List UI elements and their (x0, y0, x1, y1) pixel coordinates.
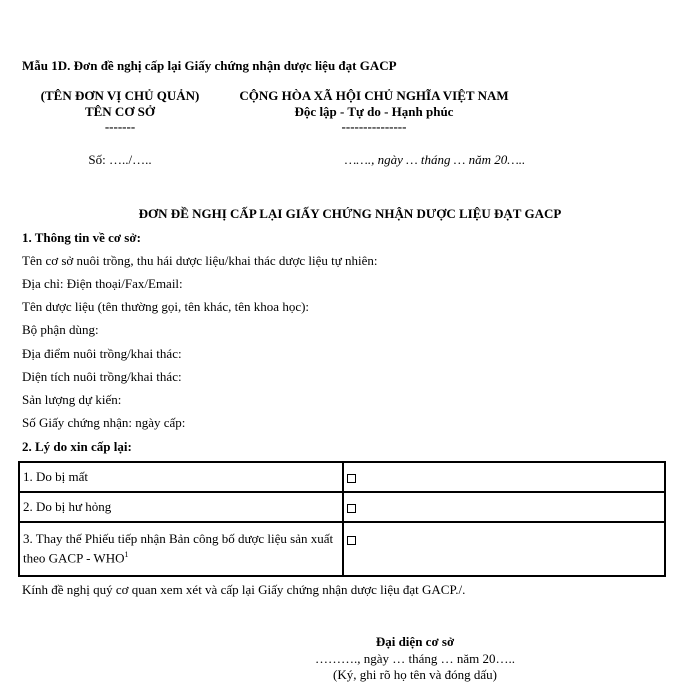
table-row (19, 492, 665, 522)
section1-heading: 1. Thông tin về cơ sở: (22, 230, 141, 245)
reason-replace-checkbox[interactable] (347, 536, 356, 545)
section2-heading: 2. Lý do xin cấp lại: (22, 439, 132, 454)
national-motto: Độc lập - Tự do - Hạnh phúc (294, 104, 454, 119)
reason-damaged-checkbox[interactable] (347, 504, 356, 513)
field-facility-name: Tên cơ sở nuôi trồng, thu hái dược liệu/khai thác dược liệu tự nhiên: (22, 253, 378, 268)
signature-title: Đại diện cơ sở (375, 634, 455, 649)
right-header-divider: --------------- (341, 119, 407, 134)
signature-note: (Ký, ghi rõ họ tên và đóng dấu) (333, 667, 497, 682)
facility-name: TÊN CƠ SỞ (84, 104, 156, 119)
reasons-table (18, 461, 666, 577)
field-certificate-number: Số Giấy chứng nhận: ngày cấp: (22, 415, 186, 430)
field-herb-name: Tên dược liệu (tên thường gọi, tên khác, tên khoa học): (22, 299, 310, 314)
signature-date: ………., ngày … tháng … năm 20….. (314, 651, 516, 666)
document-date: ……., ngày … tháng … năm 20….. (344, 152, 526, 167)
parent-agency: (TÊN ĐƠN VỊ CHỦ QUẢN) (40, 88, 200, 103)
reason-replace-cell (19, 522, 343, 576)
field-expected-yield: Sản lượng dự kiến: (22, 392, 122, 407)
reason-lost-cell (343, 462, 665, 492)
left-header-divider: ------- (104, 119, 136, 134)
footnote-mark: 1 (124, 550, 129, 560)
document-number: Số: …../….. (88, 152, 152, 167)
closing-statement: Kính đề nghị quý cơ quan xem xét và cấp lại Giấy chứng nhận dược liệu đạt GACP./. (22, 582, 466, 597)
field-address-contact: Địa chỉ: Điện thoại/Fax/Email: (22, 276, 183, 291)
field-area: Diện tích nuôi trồng/khai thác: (22, 369, 182, 384)
document-title: ĐƠN ĐỀ NGHỊ CẤP LẠI GIẤY CHỨNG NHẬN DƯỢC LIỆU ĐẠT GACP (138, 206, 562, 221)
field-part-used: Bộ phận dùng: (22, 322, 99, 337)
reason-lost-label: 1. Do bị mất (19, 462, 343, 492)
field-location: Địa điểm nuôi trồng/khai thác: (22, 346, 182, 361)
reason-replace-label: 3. Thay thế Phiếu tiếp nhận Bản công bố dược liệu sản xuất theo GACP - WHO (23, 531, 334, 566)
reason-lost-checkbox[interactable] (347, 474, 356, 483)
national-title: CỘNG HÒA XÃ HỘI CHỦ NGHĨA VIỆT NAM (239, 88, 509, 103)
reason-replace-checkbox-cell (343, 522, 665, 576)
table-row (19, 462, 665, 492)
reason-damaged-cell (343, 492, 665, 522)
table-row (19, 522, 665, 576)
reason-damaged-label: 2. Do bị hư hỏng (19, 492, 343, 522)
form-code: Mẫu 1D. Đơn đề nghị cấp lại Giấy chứng nhận dược liệu đạt GACP (22, 58, 397, 73)
